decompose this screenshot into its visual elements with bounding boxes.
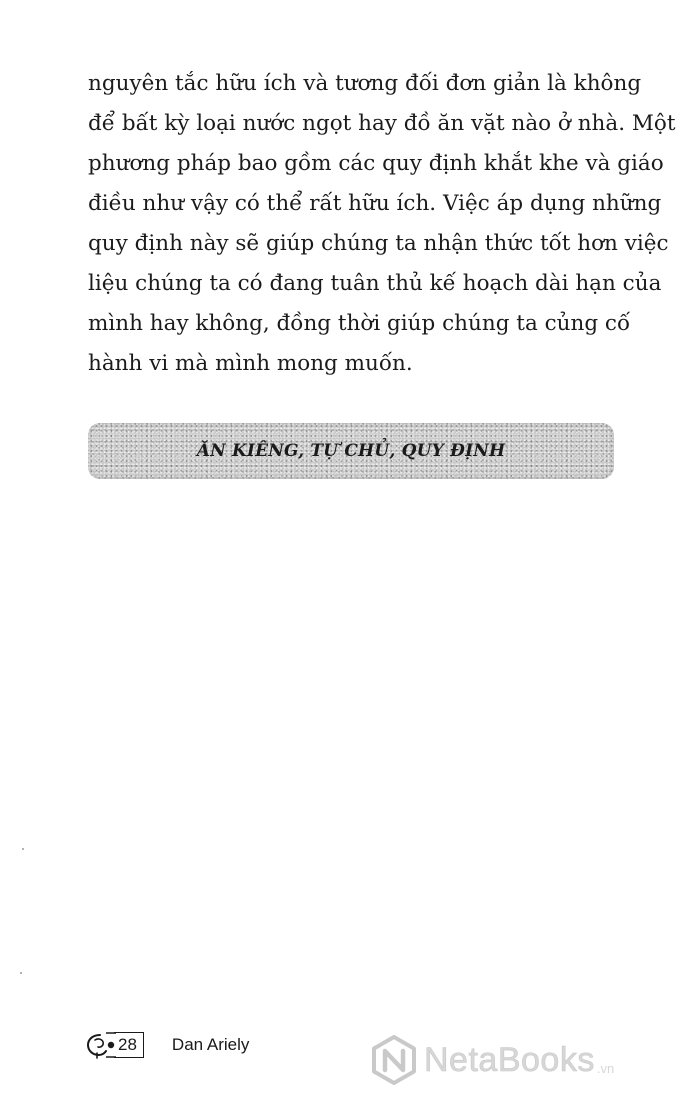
scan-speck [20, 972, 22, 974]
page-number: 28 [114, 1032, 144, 1058]
page-ornament-icon [86, 1031, 116, 1059]
keyword-tag-banner [88, 423, 614, 479]
watermark [368, 1030, 614, 1090]
paragraph-line: quy định này sẽ giúp chúng ta nhận thức tốt hơn việc [88, 231, 669, 256]
paragraph-line: phương pháp bao gồm các quy định khắt khe và giáo [88, 151, 664, 176]
body-paragraph [88, 64, 676, 384]
keyword-tag-text: ĂN KIÊNG, TỰ CHỦ, QUY ĐỊNH [196, 441, 506, 461]
paragraph-line: nguyên tắc hữu ích và tương đối đơn giản là không [88, 71, 642, 96]
watermark-brand: NetaBooks [424, 1040, 595, 1079]
paragraph-line: hành vi mà mình mong muốn. [88, 351, 413, 376]
scan-speck [22, 848, 24, 850]
paragraph-line: điều như vậy có thể rất hữu ích. Việc áp dụng những [88, 191, 662, 216]
paragraph-line: mình hay không, đồng thời giúp chúng ta củng cố [88, 311, 631, 336]
page-number-mark [86, 1031, 144, 1059]
page-footer [86, 1030, 249, 1060]
watermark-logo-icon [368, 1034, 420, 1086]
running-footer-author: Dan Ariely [171, 1035, 250, 1054]
paragraph-line: liệu chúng ta có đang tuân thủ kế hoạch dài hạn của [88, 271, 662, 296]
watermark-suffix: .vn [596, 1061, 615, 1076]
paragraph-line: để bất kỳ loại nước ngọt hay đồ ăn vặt nào ở nhà. Một [88, 111, 676, 136]
